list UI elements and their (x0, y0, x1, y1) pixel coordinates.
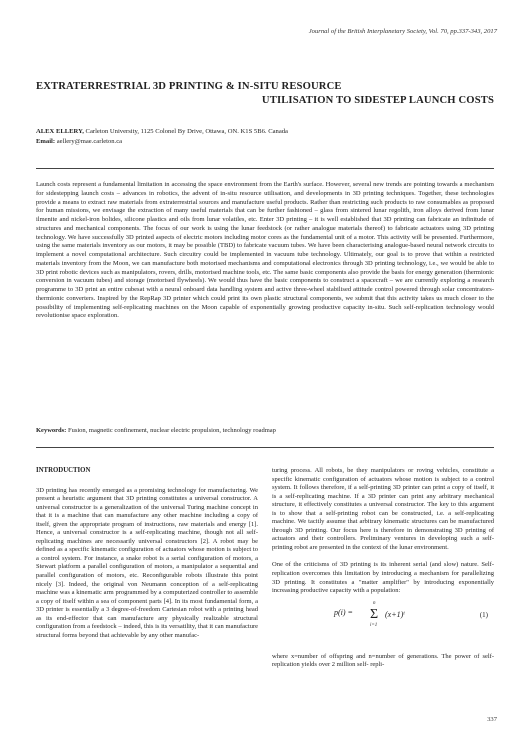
intro-paragraph-1: 3D printing has recently emerged as a promising technology for manufacturing. We present a heuristic argument that 3D printing constitutes a universal constructor. A universal constructor is a generalization of the universal Turing machine concept in that it is a machine that can manufacture any other machine including a copy of itself, given the appropriate program of instructions, raw materials and energy [1]. Hence, a universal constructor is a self-replicating machine, though not all self-replicating machines are necessarily universal constructors [2]. A robot may be defined as a specific kinematic configuration of actuators whose motion is subject to a control system. For instance, a snake robot is a serial configuration of motors, a Stewart platform a parallel configuration of motors, a manipulator a sequential and parallel configuration of motors, etc. Reconfigurable robots illustrate this point nicely [3]. Indeed, the original von Neumann conception of a self-replicating machine was a kinematic arm programmed by a computerized controller to assemble a copy of itself within a sea of component parts [4]. In its most fundamental form, a 3D printer is essentially a 3 degree-of-freedom Cartesian robot with a printing head as its end-effector that can manufacture any physically realizable structural configuration from a feedstock – indeed, this is its versatility, that it can manufacture structural forms beyond that achievable by any other manufac- (36, 486, 258, 639)
email-label: Email: (36, 138, 56, 145)
author-email[interactable]: aellery@mae.carleton.ca (55, 138, 123, 145)
left-column (36, 467, 258, 649)
title-line-1: EXTRATERRESTRIAL 3D PRINTING & IN-SITU RESOURCE (36, 81, 342, 92)
title-line-2: UTILISATION TO SIDESTEP LAUNCH COSTS (261, 95, 494, 106)
author-line (36, 127, 494, 137)
keywords-text: Fusion, magnetic confinement, nuclear electric propulsion, technology roadmap (66, 427, 276, 434)
right-column (272, 467, 494, 679)
equation-sum-symbol: Σ (370, 606, 379, 622)
keywords (36, 426, 494, 435)
intro-paragraph-3: where x=number of offspring and n=number of generations. The power of self-replication yields over 2 million self- repli- (272, 652, 494, 669)
equation-1 (272, 600, 494, 645)
equation-term: (x+1)ⁱ (385, 609, 405, 619)
journal-header: Journal of the British Interplanetary Society, Vol. 70, pp.337-343, 2017 (308, 28, 497, 35)
paper-title (36, 80, 494, 108)
keywords-label: Keywords: (36, 427, 67, 434)
section-heading-introduction: INTRODUCTION (36, 467, 91, 474)
equation-sum-lower: i=1 (370, 622, 378, 628)
equation-lhs: p(i) = (334, 607, 353, 617)
author-affiliation: Carleton University, 1125 Colonel By Drive, Ottawa, ON. K1S 5B6. Canada (83, 128, 288, 135)
abstract-bottom-rule (36, 447, 494, 448)
abstract-top-rule (36, 168, 494, 169)
intro-paragraph-2: One of the criticisms of 3D printing is its inherent serial (and slow) nature. Self-replication overcomes this limitation by introducing a mechanism for parallelizing 3D printing. It constitutes a "matter amplifier" by introducing exponentially increasing productive capacity with a population: (272, 561, 494, 595)
equation-number: (1) (479, 610, 488, 619)
equation-sum-upper: n (373, 600, 376, 606)
author-name: ALEX ELLERY, (36, 128, 84, 135)
email-line (36, 137, 494, 147)
abstract: Launch costs represent a fundamental limitation in accessing the space environment from the Earth's surface. However, several new trends are pointing towards a mechanism for sidestepping launch costs – advances in robotics, the advent of in-situ resource utilisation, and developments in 3D printing techniques. Together, these technologies provide a means to extract raw materials from extraterrestrial sources and manufacture useful products. Rather than restricting such products to raw consumables as proposed for human missions, we envisage the extraction of many useful materials that can be further fashioned – glass from sintered lunar regolith, iron alloys derived from lunar ilmenite and nickel-iron bolides, silicone plastics and oils from lunar volatiles, etc. Enter 3D printing – it is well established that 3D printing can fabricate an infinitude of structures and mechanical components. The focus of our work is using the lunar feedstock (or rather analogue materials thereof) to fabricate actuators using 3D printing technology. We have successfully 3D printed aspects of electric motors including motor cores as the fundamental unit of a motor. This activity will be presented. Furthermore, using the same materials inventory as our motors, it may be possible (TBD) to fabricate vacuum tubes. We have been characterising analogue-based neural network circuits to implement a novel computational architecture. Such circuitry could be implemented in vacuum tube technology. Ultimately, our goal is to prove that within a restricted materials inventory from the Moon, we can manufacture both motorised mechanisms and computational electronics through 3D printing technology, i.e., we would be able to 3D print robotic devices such as manipulators, rovers, drills, motorised machine tools, etc. The same basic components also provide the basis for energy generation (thermionic conversion in vacuum tubes) and storage (motorised flywheels). We would thus have the basic components to construct a spacecraft – we are currently exploring a research programme to 3D print an entire cubesat with a neural onboard data handling system and active three-wheel stabilised attitude control powered through solar concentrators-thermionic converters. Inspired by the RepRap 3D printer which could print its own plastic structural components, we submit that this activity takes us much closer to the possibility of implementing self-replicating machines on the Moon capable of exponentially growing productive capacity in-situ. Such self-replication technology would revolutionise space exploration. (36, 181, 494, 320)
page-number: 337 (487, 716, 497, 723)
intro-paragraph-1-continued: turing process. All robots, be they manipulators or roving vehicles, constitute a specific kinematic configuration of actuators whose motion is subject to a control system. It follows therefore, if a self-printing 3D printer can print a copy of itself, it is a self-replicating machine. If a 3D printer can print any arbitrary mechanical structure, it effectively constitutes a universal constructor. The key to this argument is to show that a self-printing robot can be constructed, i.e. a self-replicating machine. We tacitly assume that arbitrary kinematic structures can be manufactured through 3D printing. Our focus here is therefore in demonstrating 3D printing of actuators and their controllers. Preliminary ventures in developing such a self-printing robot are presented in the context of the lunar environment. (272, 467, 494, 551)
author-block (36, 127, 494, 147)
